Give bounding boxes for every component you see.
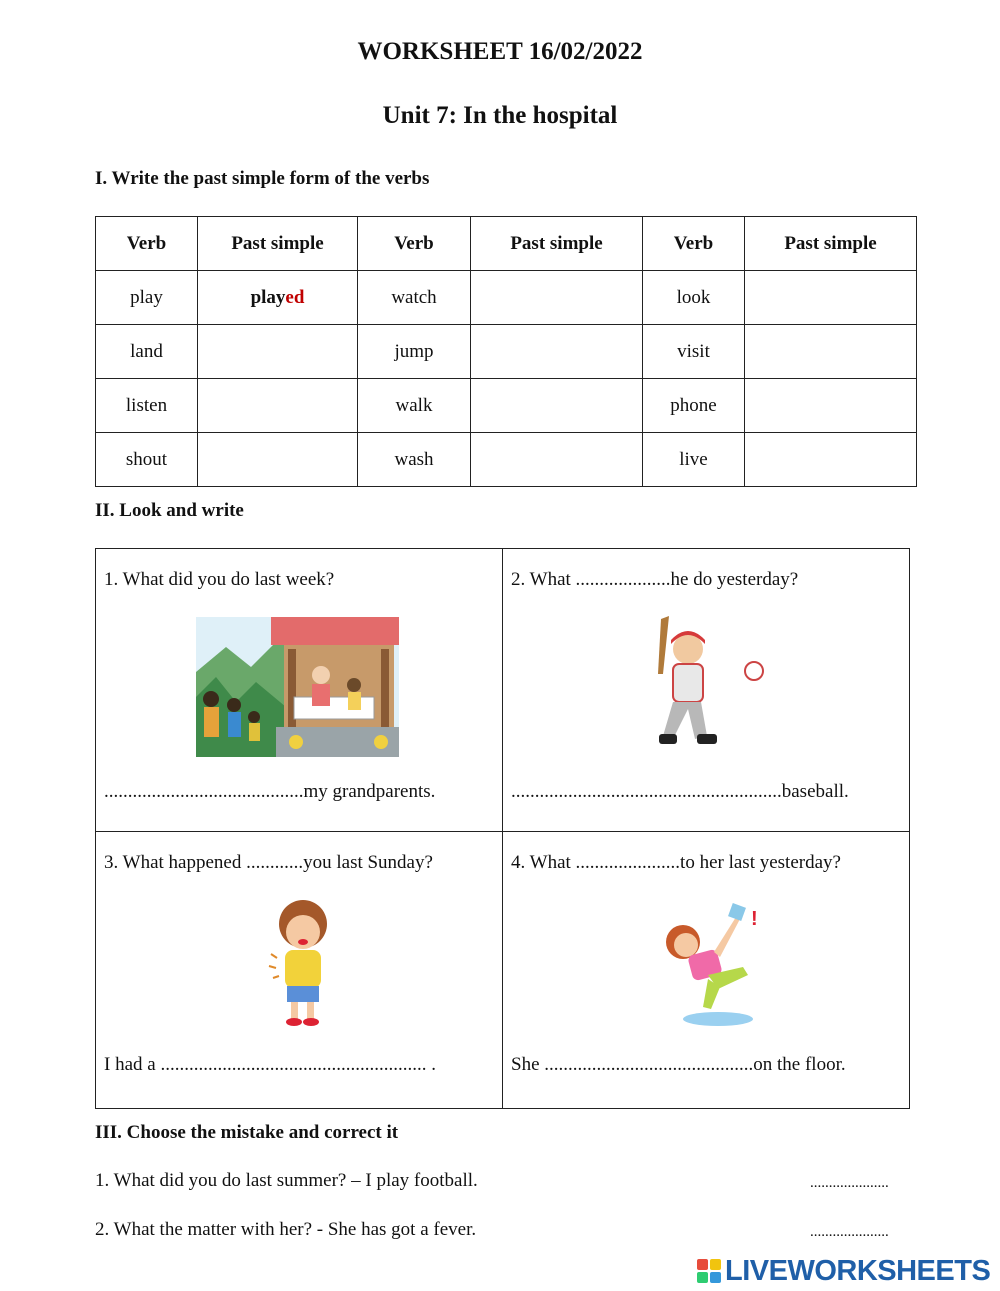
answer-cell[interactable]: [471, 433, 643, 487]
unit-title: Unit 7: In the hospital: [382, 102, 618, 129]
verb-cell: watch: [358, 271, 471, 325]
girl-slipping-image: [648, 897, 768, 1032]
answer-cell[interactable]: [471, 379, 643, 433]
verb-cell: wash: [358, 433, 471, 487]
column-header: Verb: [96, 217, 198, 271]
question-2: 2. What ....................he do yesterday?: [511, 569, 799, 590]
answer-cell[interactable]: [745, 325, 917, 379]
answer-cell[interactable]: [198, 325, 358, 379]
baseball-player-image: [633, 614, 773, 756]
mistake-sentence-1: 1. What did you do last summer? – I play football.: [95, 1170, 478, 1191]
liveworksheets-logo: [697, 1253, 997, 1289]
answer-cell[interactable]: [745, 271, 917, 325]
column-header: Past simple: [745, 217, 917, 271]
answer-cell[interactable]: [198, 433, 358, 487]
answer-line-4[interactable]: She ............................................on the floor.: [511, 1054, 846, 1075]
question-4: 4. What ......................to her last yesterday?: [511, 852, 841, 873]
verb-cell: phone: [643, 379, 745, 433]
mistake-sentence-2: 2. What the matter with her? - She has got a fever.: [95, 1219, 477, 1240]
brand-text: LIVEWORKSHEETS: [725, 1254, 991, 1287]
column-header: Verb: [358, 217, 471, 271]
exercise-cell-4: [503, 832, 909, 1108]
svg-text:!: !: [751, 908, 758, 930]
correction-blank-2[interactable]: .....................: [810, 1224, 889, 1240]
column-header: Past simple: [198, 217, 358, 271]
section-3-heading: III. Choose the mistake and correct it: [95, 1122, 399, 1143]
column-header: Past simple: [471, 217, 643, 271]
answer-cell[interactable]: [471, 271, 643, 325]
look-and-write-grid: [95, 548, 910, 1109]
verb-cell: shout: [96, 433, 198, 487]
table-row: [96, 433, 917, 487]
table-row: [96, 325, 917, 379]
exercise-cell-1: [96, 549, 503, 832]
table-row: [96, 271, 917, 325]
table-header-row: [96, 217, 917, 271]
exercise-cell-2: [503, 549, 909, 832]
family-visit-image: [196, 617, 399, 757]
question-1: 1. What did you do last week?: [104, 569, 335, 590]
stomachache-boy-image: [261, 894, 341, 1029]
answer-cell[interactable]: [745, 433, 917, 487]
answer-line-2[interactable]: .........................................................baseball.: [511, 781, 849, 802]
question-3: 3. What happened ............you last Sunday?: [104, 852, 433, 873]
section-2-heading: II. Look and write: [95, 500, 244, 521]
column-header: Verb: [643, 217, 745, 271]
answer-cell[interactable]: [745, 379, 917, 433]
answer-line-1[interactable]: ..........................................my grandparents.: [104, 781, 436, 802]
verb-cell: play: [96, 271, 198, 325]
exercise-cell-3: [96, 832, 503, 1108]
verb-cell: jump: [358, 325, 471, 379]
logo-squares-icon: [697, 1259, 721, 1283]
verbs-table: [95, 216, 917, 487]
answer-cell[interactable]: [471, 325, 643, 379]
correction-blank-1[interactable]: .....................: [810, 1175, 889, 1191]
section-1-heading: I. Write the past simple form of the verbs: [95, 168, 430, 189]
answer-line-3[interactable]: I had a ........................................................ .: [104, 1054, 436, 1075]
verb-cell: listen: [96, 379, 198, 433]
table-row: [96, 379, 917, 433]
verb-cell: land: [96, 325, 198, 379]
worksheet-title: WORKSHEET 16/02/2022: [357, 38, 643, 65]
verb-cell: look: [643, 271, 745, 325]
example-stem: play: [250, 286, 286, 308]
verb-cell: visit: [643, 325, 745, 379]
example-answer-cell: [198, 271, 358, 325]
example-suffix: ed: [285, 286, 305, 308]
answer-cell[interactable]: [198, 379, 358, 433]
verb-cell: walk: [358, 379, 471, 433]
verb-cell: live: [643, 433, 745, 487]
